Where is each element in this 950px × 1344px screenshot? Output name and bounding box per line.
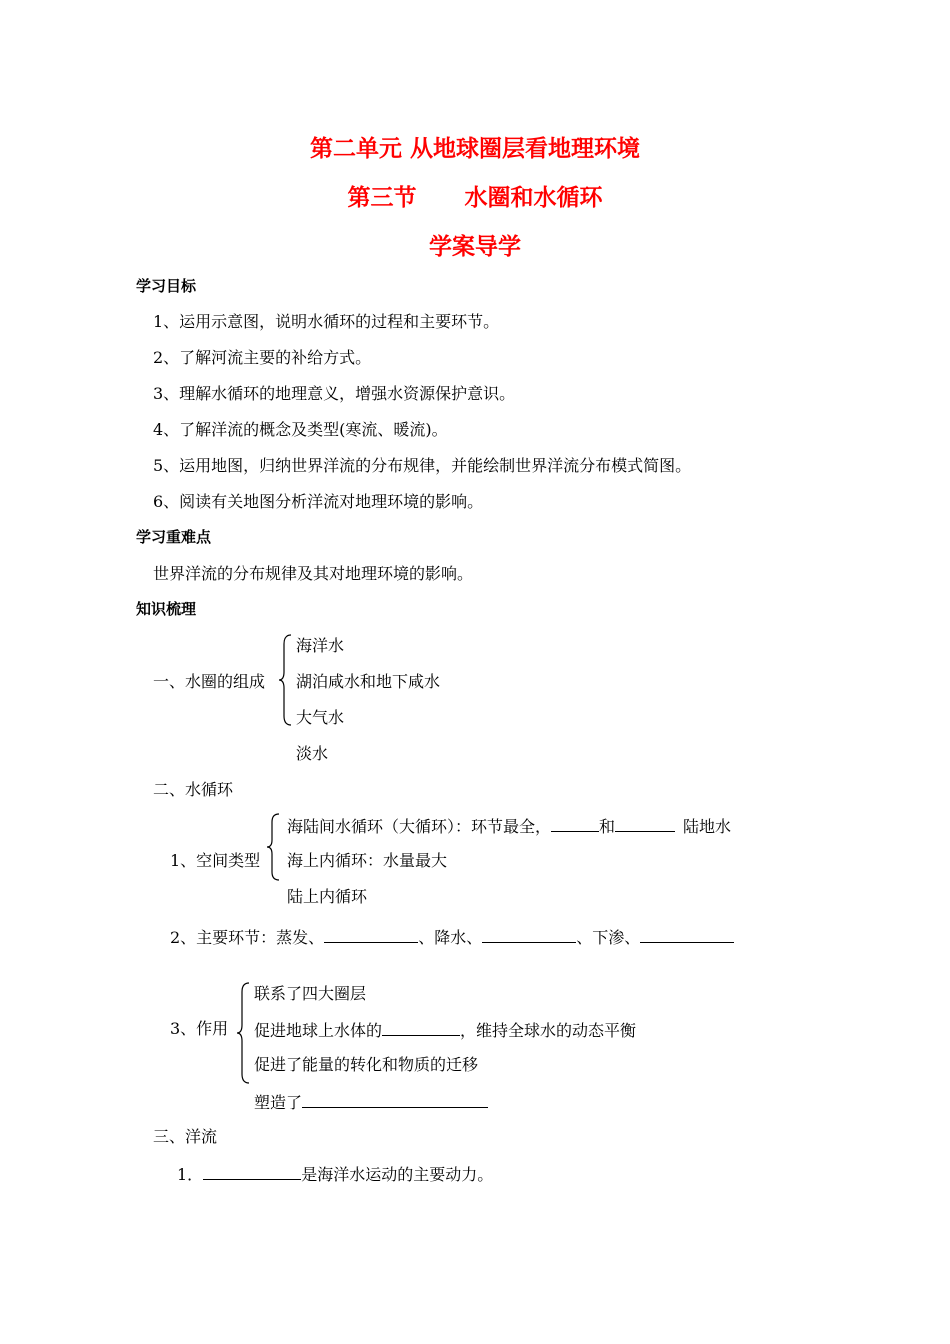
curly-brace-icon [278, 634, 294, 726]
keypoints-text: 世界洋流的分布规律及其对地理环境的影响。 [153, 564, 474, 583]
hydrosphere-label: 一、水圈的组成 [153, 672, 266, 691]
keypoints-heading: 学习重难点 [136, 528, 212, 546]
doc-subtitle: 学案导学 [429, 234, 521, 260]
cycle-type-item: 海上内循环：水量最大 [287, 851, 448, 870]
main-links-row: 2、主要环节：蒸发、 、降水、 、下渗、 [170, 928, 734, 946]
objective-item: 3、理解水循环的地理意义，增强水资源保护意识。 [153, 384, 516, 403]
function-item: 促进地球上水体的 ，维持全球水的动态平衡 [254, 1021, 637, 1040]
functions-label: 3、作用 [170, 1019, 229, 1038]
function-item: 联系了四大圈层 [254, 984, 367, 1003]
blank-field[interactable] [324, 928, 418, 943]
blank-field[interactable] [203, 1165, 301, 1180]
function-item: 促进了能量的转化和物质的迁移 [254, 1055, 479, 1074]
objective-item: 5、运用地图，归纳世界洋流的分布规律，并能绘制世界洋流分布模式简图。 [153, 456, 692, 475]
objective-item: 2、了解河流主要的补给方式。 [153, 348, 372, 367]
cycle-type-item: 陆上内循环 [287, 887, 368, 906]
function-item: 塑造了 [254, 1093, 488, 1111]
knowledge-heading: 知识梳理 [136, 600, 197, 618]
page-title: 第二单元 从地球圈层看地理环境 [309, 136, 640, 162]
objective-item: 4、了解洋流的概念及类型(寒流、暖流)。 [153, 420, 448, 439]
blank-field[interactable] [640, 928, 734, 943]
blank-field[interactable] [382, 1021, 460, 1036]
ocean-current-label: 三、洋流 [153, 1127, 218, 1146]
hydrosphere-item: 湖泊咸水和地下咸水 [296, 672, 441, 691]
blank-field[interactable] [551, 817, 599, 832]
spatial-types-label: 1、空间类型 [170, 851, 261, 870]
curly-brace-icon [266, 813, 282, 881]
hydrosphere-item: 淡水 [296, 744, 329, 763]
curly-brace-icon [236, 982, 252, 1084]
ocean-current-item: 1． 是海洋水运动的主要动力。 [177, 1165, 494, 1184]
section-name: 水圈和水循环 [464, 185, 603, 211]
hydrosphere-item: 大气水 [296, 708, 345, 727]
water-cycle-label: 二、水循环 [153, 780, 234, 799]
objectives-heading: 学习目标 [136, 277, 197, 295]
blank-field[interactable] [302, 1093, 488, 1108]
objective-item: 6、阅读有关地图分析洋流对地理环境的影响。 [153, 492, 484, 511]
hydrosphere-item: 海洋水 [296, 636, 345, 655]
section-number: 第三节 [347, 185, 417, 211]
objective-item: 1、运用示意图，说明水循环的过程和主要环节。 [153, 312, 500, 331]
section-title [0, 187, 950, 210]
cycle-type-item: 海陆间水循环（大循环）：环节最全， 和 陆地水 [287, 817, 732, 836]
blank-field[interactable] [615, 817, 675, 832]
blank-field[interactable] [482, 928, 576, 943]
